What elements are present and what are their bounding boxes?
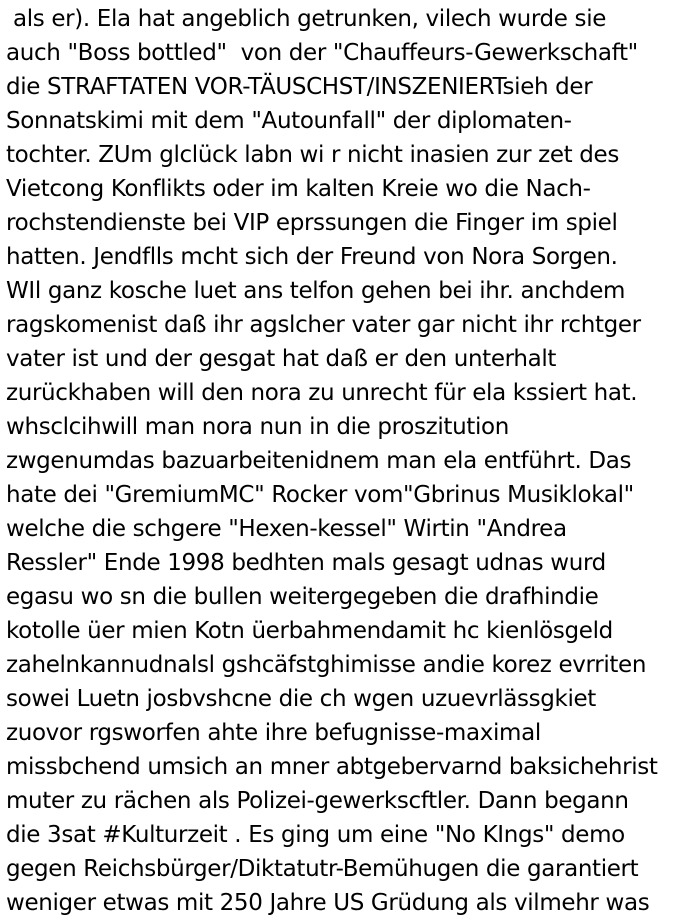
text-line: weniger etwas mit 250 Jahre US Grüdung als vilmehr was — [6, 890, 650, 916]
text-line: rochstendienste bei VIP eprssungen die Finger im spiel — [6, 210, 618, 236]
text-line: ragskomenist daß ihr agslcher vater gar nicht ihr rchtger — [6, 312, 641, 338]
text-line: welche die schgere "Hexen-kessel" Wirtin "Andrea — [6, 516, 567, 542]
text-line: zuovor rgsworfen ahte ihre befugnisse-maximal — [6, 720, 541, 746]
text-line: WIl ganz kosche luet ans telfon gehen bei ihr. anchdem — [6, 278, 626, 304]
text-line: muter zu rächen als Polizei-gewerkscftler. Dann begann — [6, 788, 629, 814]
text-line: zwgenumdas bazuarbeitenidnem man ela entführt. Das — [6, 448, 632, 474]
text-line: hate dei "GremiumMC" Rocker vom"Gbrinus Musiklokal" — [6, 482, 634, 508]
text-line: zurückhaben will den nora zu unrecht für ela kssiert hat. — [6, 380, 638, 406]
text-line: vater ist und der gesgat hat daß er den unterhalt — [6, 346, 557, 372]
text-line: die STRAFTATEN VOR-TÄUSCHST/INSZENIERTsieh der — [6, 74, 593, 100]
text-line: Vietcong Konflikts oder im kalten Kreie wo die Nach- — [6, 176, 591, 202]
text-line: kotolle üer mien Kotn üerbahmendamit hc kienlösgeld — [6, 618, 613, 644]
text-line: gegen Reichsbürger/Diktatutr-Bemühugen die garantiert — [6, 856, 639, 882]
text-line: Sonnatskimi mit dem "Autounfall" der diplomaten- — [6, 108, 572, 134]
body-text — [6, 2, 684, 920]
text-line: die 3sat #Kulturzeit . Es ging um eine "No KIngs" demo — [6, 822, 625, 848]
text-line: zahelnkannudnalsl gshcäfstghimisse andie korez evrriten — [6, 652, 647, 678]
text-line: sowei Luetn josbvshcne die ch wgen uzuevrlässgkiet — [6, 686, 596, 712]
text-line: missbchend umsich an mner abtgebervarnd baksichehrist — [6, 754, 658, 780]
text-line: tochter. ZUm glclück labn wi r nicht inasien zur zet des — [6, 142, 619, 168]
text-line: Ressler" Ende 1998 bedhten mals gesagt udnas wurd — [6, 550, 606, 576]
text-line: egasu wo sn die bullen weitergegeben die drafhindie — [6, 584, 599, 610]
text-line: als er). Ela hat angeblich getrunken, vilech wurde sie — [6, 6, 607, 32]
text-line: hatten. Jendflls mcht sich der Freund von Nora Sorgen. — [6, 244, 618, 270]
text-line: auch "Boss bottled" von der "Chauffeurs-Gewerkschaft" — [6, 40, 638, 66]
text-line: whsclcihwill man nora nun in die proszitution — [6, 414, 509, 440]
